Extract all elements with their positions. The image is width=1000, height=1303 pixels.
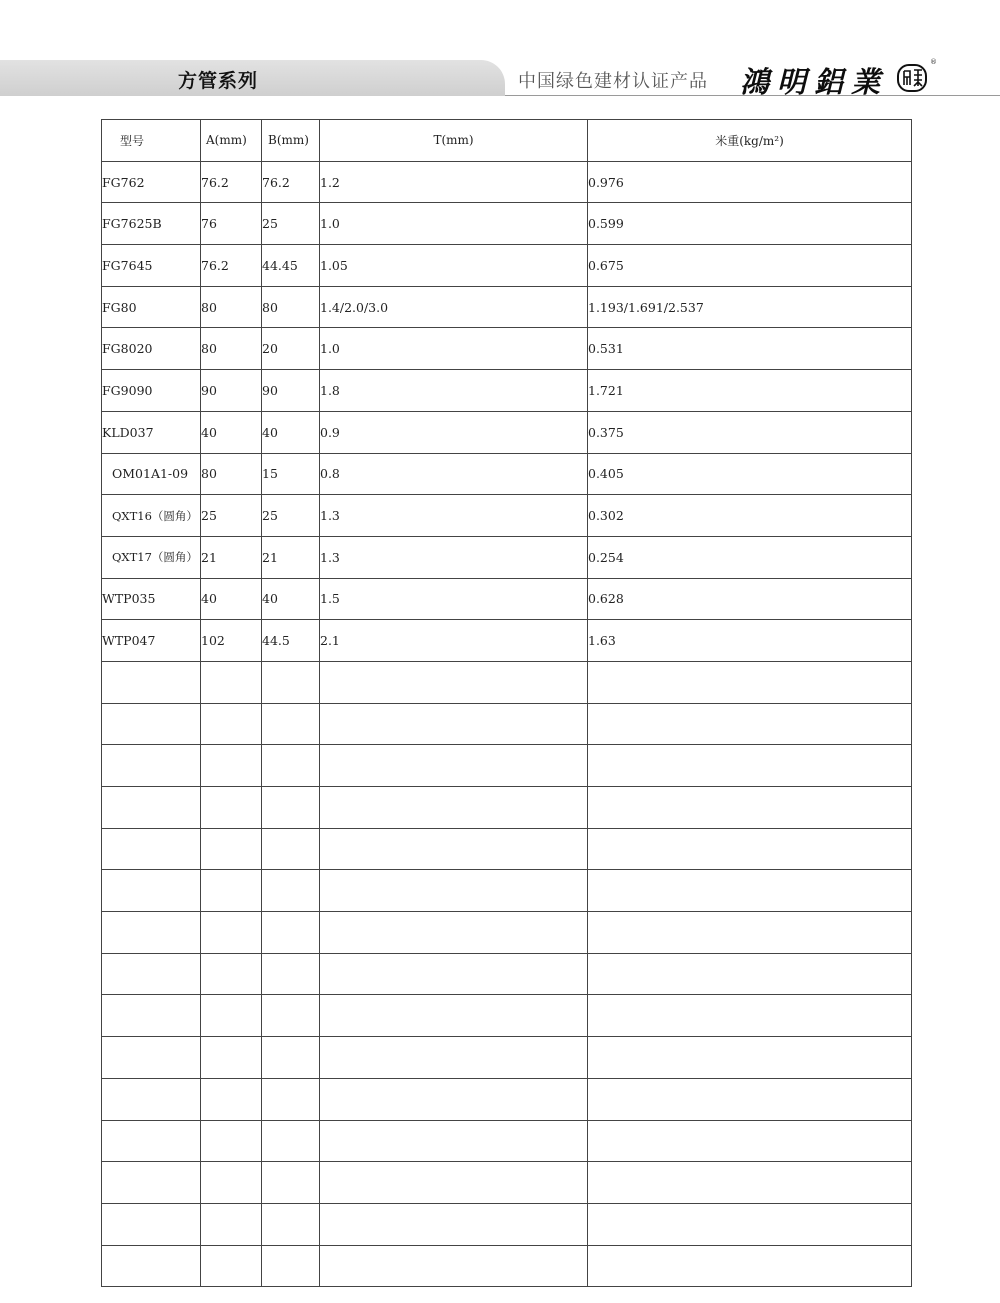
- cell-b: 15: [262, 453, 320, 495]
- empty-cell: [320, 745, 588, 787]
- cell-model: KLD037: [102, 411, 201, 453]
- empty-cell: [320, 953, 588, 995]
- empty-cell: [320, 661, 588, 703]
- column-header-t: T(mm): [320, 120, 588, 162]
- empty-cell: [262, 745, 320, 787]
- cell-weight: 0.976: [588, 161, 912, 203]
- empty-cell: [320, 1162, 588, 1204]
- cell-model: FG80: [102, 286, 201, 328]
- empty-cell: [588, 953, 912, 995]
- empty-cell: [262, 787, 320, 829]
- column-header-weight: 米重(kg/m²): [588, 120, 912, 162]
- cell-b: 25: [262, 495, 320, 537]
- registered-mark: ®: [930, 58, 937, 66]
- empty-cell: [201, 787, 262, 829]
- empty-table-row: [102, 661, 912, 703]
- table-row: [102, 453, 912, 495]
- cell-weight: 0.302: [588, 495, 912, 537]
- column-header-model: 型号: [102, 120, 201, 162]
- cell-weight: 0.405: [588, 453, 912, 495]
- empty-cell: [102, 995, 201, 1037]
- table-row: [102, 203, 912, 245]
- cell-model: QXT16（圆角）: [102, 495, 201, 537]
- column-header-a: A(mm): [201, 120, 262, 162]
- empty-cell: [262, 1203, 320, 1245]
- empty-cell: [201, 1120, 262, 1162]
- cell-t: 1.3: [320, 536, 588, 578]
- cell-a: 80: [201, 328, 262, 370]
- cell-t: 0.9: [320, 411, 588, 453]
- empty-cell: [102, 1078, 201, 1120]
- empty-cell: [588, 703, 912, 745]
- cell-b: 44.45: [262, 245, 320, 287]
- cell-b: 44.5: [262, 620, 320, 662]
- certification-tagline: 中国绿色建材认证产品: [518, 71, 708, 92]
- empty-table-row: [102, 912, 912, 954]
- cell-model: WTP035: [102, 578, 201, 620]
- cell-t: 1.3: [320, 495, 588, 537]
- cell-a: 80: [201, 286, 262, 328]
- cell-t: 2.1: [320, 620, 588, 662]
- table-row: [102, 620, 912, 662]
- cell-model: FG762: [102, 161, 201, 203]
- cell-a: 40: [201, 578, 262, 620]
- empty-table-row: [102, 703, 912, 745]
- empty-cell: [262, 912, 320, 954]
- empty-cell: [102, 870, 201, 912]
- empty-cell: [201, 1037, 262, 1079]
- cell-a: 40: [201, 411, 262, 453]
- company-seal-logo-icon: [896, 62, 928, 94]
- empty-table-row: [102, 787, 912, 829]
- cell-model: FG8020: [102, 328, 201, 370]
- table-row: [102, 161, 912, 203]
- empty-cell: [320, 995, 588, 1037]
- cell-t: 1.0: [320, 203, 588, 245]
- empty-table-row: [102, 995, 912, 1037]
- cell-a: 80: [201, 453, 262, 495]
- empty-cell: [262, 828, 320, 870]
- empty-cell: [102, 1203, 201, 1245]
- column-header-b: B(mm): [262, 120, 320, 162]
- cell-b: 80: [262, 286, 320, 328]
- empty-cell: [588, 1203, 912, 1245]
- empty-cell: [320, 870, 588, 912]
- table-row: [102, 328, 912, 370]
- empty-cell: [102, 745, 201, 787]
- cell-weight: 0.254: [588, 536, 912, 578]
- empty-cell: [588, 912, 912, 954]
- table-row: [102, 245, 912, 287]
- empty-cell: [588, 1037, 912, 1079]
- empty-table-row: [102, 745, 912, 787]
- empty-cell: [201, 745, 262, 787]
- empty-cell: [262, 995, 320, 1037]
- cell-a: 76.2: [201, 161, 262, 203]
- cell-b: 20: [262, 328, 320, 370]
- cell-weight: 1.721: [588, 370, 912, 412]
- cell-b: 90: [262, 370, 320, 412]
- empty-cell: [262, 1037, 320, 1079]
- empty-cell: [320, 1120, 588, 1162]
- cell-weight: 0.375: [588, 411, 912, 453]
- empty-cell: [102, 828, 201, 870]
- cell-t: 1.05: [320, 245, 588, 287]
- empty-cell: [262, 870, 320, 912]
- empty-table-row: [102, 1245, 912, 1287]
- empty-cell: [262, 1162, 320, 1204]
- empty-cell: [262, 1078, 320, 1120]
- empty-cell: [588, 995, 912, 1037]
- empty-cell: [201, 1203, 262, 1245]
- empty-table-row: [102, 870, 912, 912]
- empty-table-row: [102, 1078, 912, 1120]
- empty-cell: [588, 1245, 912, 1287]
- empty-cell: [102, 1162, 201, 1204]
- empty-cell: [201, 953, 262, 995]
- empty-cell: [588, 870, 912, 912]
- empty-cell: [320, 703, 588, 745]
- empty-cell: [201, 661, 262, 703]
- cell-model: WTP047: [102, 620, 201, 662]
- cell-weight: 1.63: [588, 620, 912, 662]
- empty-cell: [588, 1078, 912, 1120]
- cell-t: 1.2: [320, 161, 588, 203]
- cell-b: 25: [262, 203, 320, 245]
- table-row: [102, 370, 912, 412]
- empty-cell: [588, 661, 912, 703]
- cell-b: 40: [262, 578, 320, 620]
- empty-table-row: [102, 1162, 912, 1204]
- empty-cell: [102, 1120, 201, 1162]
- cell-a: 90: [201, 370, 262, 412]
- empty-table-row: [102, 1203, 912, 1245]
- cell-weight: 0.628: [588, 578, 912, 620]
- empty-cell: [262, 1120, 320, 1162]
- empty-cell: [201, 912, 262, 954]
- empty-cell: [102, 1245, 201, 1287]
- section-tab: [0, 60, 505, 96]
- cell-b: 76.2: [262, 161, 320, 203]
- cell-t: 1.5: [320, 578, 588, 620]
- empty-cell: [201, 703, 262, 745]
- empty-cell: [320, 828, 588, 870]
- cell-model: FG7625B: [102, 203, 201, 245]
- cell-weight: 0.599: [588, 203, 912, 245]
- cell-a: 25: [201, 495, 262, 537]
- cell-weight: 0.531: [588, 328, 912, 370]
- empty-table-row: [102, 1120, 912, 1162]
- cell-a: 21: [201, 536, 262, 578]
- cell-weight: 0.675: [588, 245, 912, 287]
- empty-cell: [588, 828, 912, 870]
- cell-model: FG9090: [102, 370, 201, 412]
- empty-cell: [320, 1203, 588, 1245]
- empty-table-row: [102, 953, 912, 995]
- empty-cell: [201, 1078, 262, 1120]
- empty-cell: [320, 912, 588, 954]
- empty-cell: [102, 787, 201, 829]
- empty-cell: [201, 1245, 262, 1287]
- empty-cell: [320, 1245, 588, 1287]
- empty-cell: [102, 703, 201, 745]
- empty-cell: [262, 661, 320, 703]
- table-row: [102, 536, 912, 578]
- product-spec-table: [101, 119, 912, 1287]
- empty-cell: [262, 953, 320, 995]
- empty-cell: [320, 1037, 588, 1079]
- cell-weight: 1.193/1.691/2.537: [588, 286, 912, 328]
- cell-b: 40: [262, 411, 320, 453]
- empty-cell: [201, 995, 262, 1037]
- empty-cell: [320, 1078, 588, 1120]
- empty-cell: [320, 787, 588, 829]
- cell-model: FG7645: [102, 245, 201, 287]
- cell-b: 21: [262, 536, 320, 578]
- table-body: [102, 161, 912, 1287]
- table-row: [102, 411, 912, 453]
- empty-cell: [201, 1162, 262, 1204]
- empty-cell: [102, 1037, 201, 1079]
- empty-cell: [102, 953, 201, 995]
- table-row: [102, 578, 912, 620]
- cell-t: 1.8: [320, 370, 588, 412]
- cell-a: 76: [201, 203, 262, 245]
- empty-cell: [588, 1162, 912, 1204]
- cell-t: 0.8: [320, 453, 588, 495]
- cell-t: 1.4/2.0/3.0: [320, 286, 588, 328]
- empty-cell: [201, 828, 262, 870]
- cell-model: QXT17（圆角）: [102, 536, 201, 578]
- section-title: 方管系列: [178, 70, 259, 92]
- cell-t: 1.0: [320, 328, 588, 370]
- empty-cell: [588, 1120, 912, 1162]
- empty-cell: [102, 661, 201, 703]
- cell-a: 102: [201, 620, 262, 662]
- empty-cell: [262, 703, 320, 745]
- table-row: [102, 495, 912, 537]
- empty-cell: [201, 870, 262, 912]
- empty-cell: [262, 1245, 320, 1287]
- cell-model: OM01A1-09: [102, 453, 201, 495]
- brand-name: 鴻明鋁業: [740, 65, 889, 99]
- empty-cell: [588, 787, 912, 829]
- table-row: [102, 286, 912, 328]
- empty-table-row: [102, 1037, 912, 1079]
- cell-a: 76.2: [201, 245, 262, 287]
- page-header: [0, 60, 1000, 100]
- empty-table-row: [102, 828, 912, 870]
- empty-cell: [588, 745, 912, 787]
- table-header-row: [102, 120, 912, 162]
- empty-cell: [102, 912, 201, 954]
